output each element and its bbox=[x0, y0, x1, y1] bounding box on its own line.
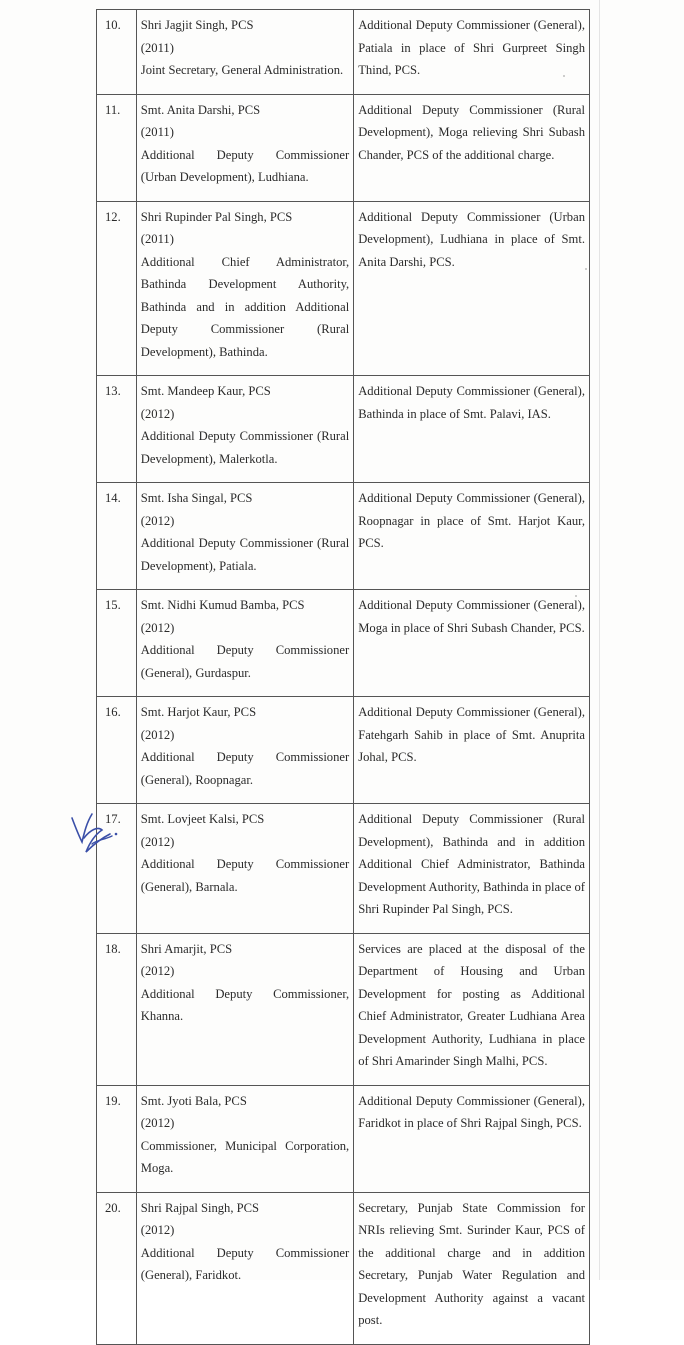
officer-current-post: Additional Deputy Commissioner (General), Gurdaspur. bbox=[140, 643, 350, 680]
table-row bbox=[97, 483, 590, 590]
officer-new-posting: Additional Deputy Commissioner (General), Fatehgarh Sahib in place of Smt. Anuprita Johal, PCS. bbox=[354, 697, 590, 804]
officer-batch: (2012) bbox=[140, 620, 175, 635]
officer-batch: (2012) bbox=[140, 834, 175, 849]
officer-current-post: Commissioner, Municipal Corporation, Moga. bbox=[140, 1138, 350, 1175]
table-row bbox=[97, 376, 590, 483]
officer-new-posting: Additional Deputy Commissioner (General), Moga in place of Shri Subash Chander, PCS. bbox=[354, 590, 590, 697]
officer-name: Shri Amarjit, PCS bbox=[140, 941, 233, 956]
serial-number: 13. bbox=[97, 376, 137, 483]
officer-current-details bbox=[136, 483, 353, 590]
officer-name: Smt. Isha Singal, PCS bbox=[140, 491, 253, 505]
officer-new-posting: Secretary, Punjab State Commission for NRIs relieving Smt. Surinder Kaur, PCS of the additional charge and in addition Secretary, Punjab Water Regulation and Development Authority against a vacant post. bbox=[354, 1192, 590, 1344]
officer-current-details bbox=[136, 201, 353, 376]
officer-new-posting: Services are placed at the disposal of the Department of Housing and Urban Development for posting as Additional Chief Administrator, Greater Ludhiana Area Development Authority, Ludhiana in place of Shri Amarinder Singh Malhi, PCS. bbox=[354, 933, 590, 1085]
serial-number: 11. bbox=[97, 94, 137, 201]
officer-current-post: Additional Deputy Commissioner (General), Faridkot. bbox=[140, 1245, 350, 1282]
officer-current-details bbox=[136, 1192, 353, 1344]
table-row bbox=[97, 1085, 590, 1192]
officer-current-details bbox=[136, 933, 353, 1085]
officer-batch: (2012) bbox=[140, 1223, 175, 1237]
officer-batch: (2012) bbox=[140, 513, 175, 528]
table-row bbox=[97, 697, 590, 804]
serial-number: 12. bbox=[97, 201, 137, 376]
officer-name: Shri Rajpal Singh, PCS bbox=[140, 1200, 260, 1215]
serial-number: 14. bbox=[97, 483, 137, 590]
table-row bbox=[97, 94, 590, 201]
officer-new-posting: Additional Deputy Commissioner (General), Bathinda in place of Smt. Palavi, IAS. bbox=[354, 376, 590, 483]
table-row bbox=[97, 933, 590, 1085]
officer-current-post: Additional Chief Administrator, Bathinda Development Authority, Bathinda and in addition Additional Deputy Commissioner (Rural Development), Bathinda. bbox=[140, 254, 350, 359]
officer-name: Smt. Anita Darshi, PCS bbox=[140, 102, 261, 117]
officer-current-post: Additional Deputy Commissioner (General), Barnala. bbox=[140, 857, 350, 894]
officer-name: Smt. Mandeep Kaur, PCS bbox=[140, 384, 271, 398]
officer-new-posting: Additional Deputy Commissioner (Rural Development), Bathinda and in addition Additional Chief Administrator, Bathinda Development Authority, Bathinda in place of Shri Rupinder Pal Singh, PCS. bbox=[354, 804, 590, 934]
signature-initials-icon bbox=[66, 800, 122, 860]
transfer-orders-table bbox=[96, 9, 590, 1345]
serial-number: 18. bbox=[97, 933, 137, 1085]
table-row bbox=[97, 804, 590, 934]
officer-name: Smt. Lovjeet Kalsi, PCS bbox=[140, 812, 265, 826]
officer-name: Smt. Nidhi Kumud Bamba, PCS bbox=[140, 598, 305, 612]
officer-name: Smt. Harjot Kaur, PCS bbox=[140, 705, 257, 719]
officer-current-post: Additional Deputy Commissioner (Rural Development), Patiala. bbox=[140, 536, 350, 573]
officer-name: Shri Jagjit Singh, PCS bbox=[140, 18, 254, 32]
table-body bbox=[97, 10, 590, 1345]
officer-current-post: Joint Secretary, General Administration. bbox=[140, 63, 344, 77]
officer-batch: (2011) bbox=[140, 125, 174, 139]
serial-number: 17. bbox=[97, 804, 137, 934]
officer-name: Shri Rupinder Pal Singh, PCS bbox=[140, 209, 293, 224]
officer-new-posting: Additional Deputy Commissioner (General), Patiala in place of Shri Gurpreet Singh Thind, PCS. bbox=[354, 10, 590, 95]
officer-new-posting: Additional Deputy Commissioner (Urban Development), Ludhiana in place of Smt. Anita Darshi, PCS. bbox=[354, 201, 590, 376]
page-edge-line bbox=[599, 0, 600, 1280]
officer-current-details bbox=[136, 590, 353, 697]
serial-number: 10. bbox=[97, 10, 137, 95]
officer-batch: (2012) bbox=[140, 406, 175, 421]
officer-batch: (2012) bbox=[140, 964, 175, 978]
officer-new-posting: Additional Deputy Commissioner (Rural Development), Moga relieving Shri Subash Chander, PCS of the additional charge. bbox=[354, 94, 590, 201]
officer-current-details bbox=[136, 10, 353, 95]
officer-current-details bbox=[136, 804, 353, 934]
serial-number: 16. bbox=[97, 697, 137, 804]
officer-current-details bbox=[136, 697, 353, 804]
officer-current-post: Additional Deputy Commissioner, Khanna. bbox=[140, 986, 350, 1023]
officer-new-posting: Additional Deputy Commissioner (General), Roopnagar in place of Smt. Harjot Kaur, PCS. bbox=[354, 483, 590, 590]
officer-current-post: Additional Deputy Commissioner (Urban Development), Ludhiana. bbox=[140, 147, 350, 184]
officer-name: Smt. Jyoti Bala, PCS bbox=[140, 1093, 247, 1108]
officer-batch: (2011) bbox=[140, 232, 174, 246]
table-row bbox=[97, 1192, 590, 1344]
officer-current-details bbox=[136, 94, 353, 201]
officer-current-post: Additional Deputy Commissioner (General), Roopnagar. bbox=[140, 750, 350, 787]
officer-new-posting: Additional Deputy Commissioner (General), Faridkot in place of Shri Rajpal Singh, PCS. bbox=[354, 1085, 590, 1192]
officer-batch: (2012) bbox=[140, 1116, 175, 1130]
officer-batch: (2012) bbox=[140, 727, 175, 742]
table-row bbox=[97, 201, 590, 376]
officer-current-post: Additional Deputy Commissioner (Rural Development), Malerkotla. bbox=[140, 429, 350, 466]
serial-number: 15. bbox=[97, 590, 137, 697]
serial-number: 20. bbox=[97, 1192, 137, 1344]
table-row bbox=[97, 590, 590, 697]
serial-number: 19. bbox=[97, 1085, 137, 1192]
officer-batch: (2011) bbox=[140, 40, 174, 55]
officer-current-details bbox=[136, 376, 353, 483]
officer-current-details bbox=[136, 1085, 353, 1192]
table-row bbox=[97, 10, 590, 95]
